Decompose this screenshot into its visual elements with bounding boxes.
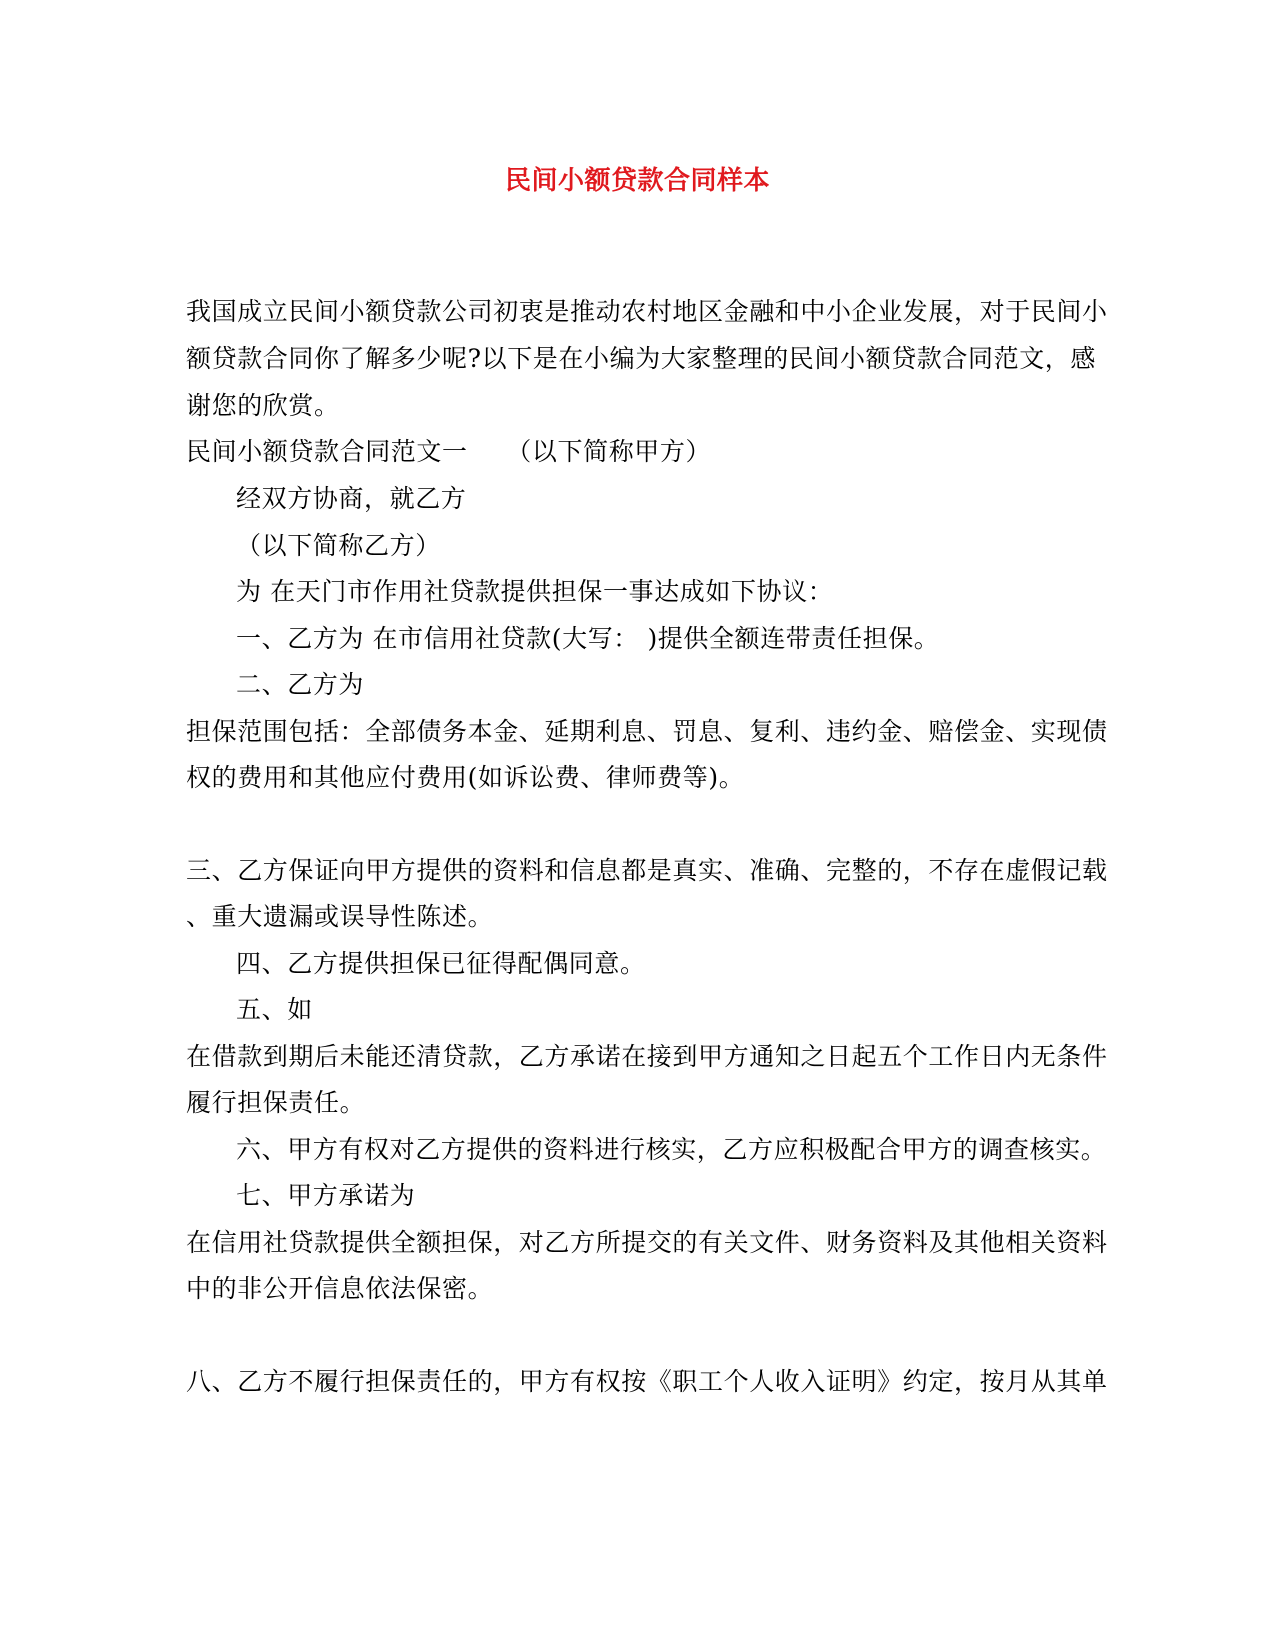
paragraph-line: 五、如 (236, 995, 313, 1024)
paragraph-line: 二、乙方为 (236, 670, 365, 699)
paragraph-line: 一、乙方为 在市信用社贷款(大写： )提供全额连带责任担保。 (236, 624, 940, 653)
paragraph-line: 谢您的欣赏。 (186, 391, 340, 420)
paragraph-line: 中的非公开信息依法保密。 (186, 1274, 494, 1303)
paragraph-line: 为 在天门市作用社贷款提供担保一事达成如下协议： (236, 577, 834, 606)
document-title: 民间小额贷款合同样本 (504, 166, 770, 196)
paragraph-line: 七、甲方承诺为 (236, 1181, 416, 1210)
paragraph-line: 我国成立民间小额贷款公司初衷是推动农村地区金融和中小企业发展，对于民间小 (186, 297, 1108, 326)
paragraph-line: 履行担保责任。 (186, 1088, 366, 1117)
paragraph-line: （以下简称乙方） (236, 531, 441, 560)
paragraph-line: 八、乙方不履行担保责任的，甲方有权按《职工个人收入证明》约定，按月从其单 (186, 1367, 1108, 1396)
paragraph-line: 四、乙方提供担保已征得配偶同意。 (236, 949, 646, 978)
paragraph-line: 在信用社贷款提供全额担保，对乙方所提交的有关文件、财务资料及其他相关资料 (186, 1228, 1108, 1257)
paragraph-line: 六、甲方有权对乙方提供的资料进行核实，乙方应积极配合甲方的调查核实。 (236, 1135, 1107, 1164)
paragraph-line: 经双方协商，就乙方 (236, 484, 467, 513)
paragraph-line: 担保范围包括：全部债务本金、延期利息、罚息、复利、违约金、赔偿金、实现债 (186, 717, 1108, 746)
paragraph-line: 三、乙方保证向甲方提供的资料和信息都是真实、准确、完整的，不存在虚假记载 (186, 856, 1108, 885)
paragraph-line: 额贷款合同你了解多少呢?以下是在小编为大家整理的民间小额贷款合同范文，感 (186, 344, 1097, 373)
paragraph-line: 、重大遗漏或误导性陈述。 (186, 902, 494, 931)
paragraph-line: 在借款到期后未能还清贷款，乙方承诺在接到甲方通知之日起五个工作日内无条件 (186, 1042, 1108, 1071)
paragraph-line: 权的费用和其他应付费用(如诉讼费、律师费等)。 (186, 763, 745, 792)
paragraph-line: 民间小额贷款合同范文一 （以下简称甲方） (186, 437, 712, 466)
